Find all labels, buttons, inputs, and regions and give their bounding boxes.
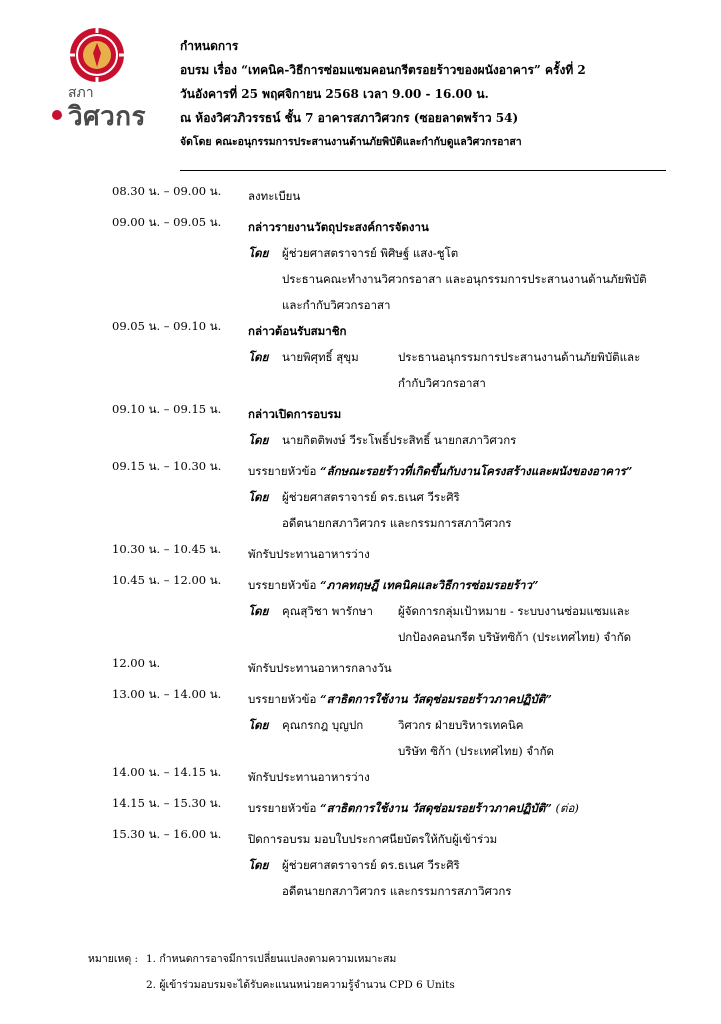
agenda-title: ลงทะเบียน — [248, 189, 301, 203]
header-course: อบรม เรื่อง “เทคนิค-วิธีการซ่อมแซมคอนกรีตรอยร้าวของผนังอาคาร” ครั้งที่ 2 — [180, 63, 586, 77]
council-logo — [50, 26, 160, 136]
speaker-name: นายกิตติพงษ์ วีระโพธิ์ประสิทธิ์ นายกสภาวิศวกร — [282, 433, 517, 447]
by-label: โดย — [248, 490, 269, 504]
header-date: วันอังคารที่ 25 พฤศจิกายน 2568 เวลา 9.00 - 16.00 น. — [180, 87, 489, 101]
speaker-name: ผู้ช่วยศาสตราจารย์ ดร.ธเนศ วีระศิริ — [282, 858, 460, 872]
topic-suffix: (ต่อ) — [551, 801, 579, 815]
agenda-item — [112, 686, 692, 764]
topic-title: “ภาคทฤษฎี เทคนิคและวิธีการซ่อมรอยร้าว” — [320, 578, 539, 592]
speaker-name: คุณสุวิชา พารักษา — [282, 604, 373, 618]
speaker-role: ปกป้องคอนกรีต บริษัทซิก้า (ประเทศไทย) จำกัด — [398, 630, 632, 644]
speaker-role: ผู้จัดการกลุ่มเป้าหมาย - ระบบงานซ่อมแซมและ — [398, 604, 630, 618]
topic-prefix: บรรยายหัวข้อ — [248, 578, 321, 592]
note-item: 1. กำหนดการอาจมีการเปลี่ยนแปลงตามความเหมาะสม — [146, 953, 397, 965]
speaker-name: นายพิศุทธิ์ สุขุม — [282, 350, 359, 364]
agenda-time: 09.15 น. – 10.30 น. — [112, 459, 222, 473]
by-label: โดย — [248, 604, 269, 618]
agenda-time: 08.30 น. – 09.00 น. — [112, 184, 222, 198]
header-venue: ณ ห้องวิศวภิวรรธน์ ชั้น 7 อาคารสภาวิศวกร (ซอยลาดพร้าว 54) — [180, 111, 519, 125]
logo-text-top: สภา — [68, 85, 94, 101]
speaker-role: อดีตนายกสภาวิศวกร และกรรมการสภาวิศวกร — [282, 884, 512, 898]
topic-title: “ลักษณะรอยร้าวที่เกิดขึ้นกับงานโครงสร้างและผนังของอาคาร” — [320, 464, 633, 478]
agenda — [112, 183, 692, 904]
council-seal-icon — [68, 26, 126, 84]
speaker-role: และกำกับวิศวกรอาสา — [282, 298, 391, 312]
speaker-role: ประธานอนุกรรมการประสานงานด้านภัยพิบัติและ — [398, 350, 641, 364]
speaker-role: บริษัท ซิก้า (ประเทศไทย) จำกัด — [398, 744, 554, 758]
agenda-title: กล่าวรายงานวัตถุประสงค์การจัดงาน — [248, 220, 429, 234]
topic-title: “สาธิตการใช้งาน วัสดุซ่อมรอยร้าวภาคปฏิบัติ” — [320, 801, 552, 815]
agenda-item — [112, 401, 692, 453]
speaker-name: คุณกรกฎ บุญปก — [282, 718, 364, 732]
logo-dot — [52, 110, 62, 120]
agenda-item — [112, 183, 692, 209]
agenda-time: 09.10 น. – 09.15 น. — [112, 402, 222, 416]
by-label: โดย — [248, 718, 269, 732]
agenda-time: 13.00 น. – 14.00 น. — [112, 687, 222, 701]
by-label: โดย — [248, 433, 269, 447]
agenda-item — [112, 214, 692, 318]
agenda-time: 12.00 น. — [112, 656, 161, 670]
agenda-item — [112, 764, 692, 790]
topic-prefix: บรรยายหัวข้อ — [248, 801, 321, 815]
agenda-time: 09.05 น. – 09.10 น. — [112, 319, 222, 333]
topic-prefix: บรรยายหัวข้อ — [248, 692, 321, 706]
agenda-item — [112, 655, 692, 681]
by-label: โดย — [248, 858, 269, 872]
agenda-item — [112, 458, 692, 536]
agenda-time: 14.00 น. – 14.15 น. — [112, 765, 222, 779]
notes — [88, 946, 455, 998]
speaker-name: ผู้ช่วยศาสตราจารย์ ดร.ธเนศ วีระศิริ — [282, 490, 460, 504]
header — [180, 34, 710, 154]
agenda-time: 10.45 น. – 12.00 น. — [112, 573, 222, 587]
topic-prefix: บรรยายหัวข้อ — [248, 464, 321, 478]
header-divider — [180, 170, 666, 171]
speaker-role: ประธานคณะทำงานวิศวกรอาสา และอนุกรรมการประสานงานด้านภัยพิบัติ — [282, 272, 647, 286]
agenda-time: 09.00 น. – 09.05 น. — [112, 215, 222, 229]
by-label: โดย — [248, 246, 269, 260]
notes-label: หมายเหตุ : — [88, 953, 139, 965]
agenda-title: พักรับประทานอาหารว่าง — [248, 770, 370, 784]
agenda-title: กล่าวเปิดการอบรม — [248, 407, 342, 421]
agenda-item — [112, 795, 692, 821]
speaker-role: วิศวกร ฝ่ายบริหารเทคนิค — [398, 718, 524, 732]
agenda-title: พักรับประทานอาหารกลางวัน — [248, 661, 392, 675]
agenda-item — [112, 572, 692, 650]
topic-title: “สาธิตการใช้งาน วัสดุซ่อมรอยร้าวภาคปฏิบัติ” — [320, 692, 552, 706]
agenda-time: 15.30 น. – 16.00 น. — [112, 827, 222, 841]
agenda-time: 10.30 น. – 10.45 น. — [112, 542, 222, 556]
agenda-title: ปิดการอบรม มอบใบประกาศนียบัตรให้กับผู้เข้าร่วม — [248, 832, 498, 846]
agenda-title: กล่าวต้อนรับสมาชิก — [248, 324, 347, 338]
header-organizer: จัดโดย คณะอนุกรรมการประสานงานด้านภัยพิบัติและกำกับดูแลวิศวกรอาสา — [180, 136, 522, 148]
agenda-time: 14.15 น. – 15.30 น. — [112, 796, 222, 810]
speaker-role: อดีตนายกสภาวิศวกร และกรรมการสภาวิศวกร — [282, 516, 512, 530]
speaker-name: ผู้ช่วยศาสตราจารย์ พิศิษฐ์ แสง-ชูโต — [282, 246, 459, 260]
note-item: 2. ผู้เข้าร่วมอบรมจะได้รับคะแนนหน่วยความรู้จำนวน CPD 6 Units — [146, 979, 455, 991]
logo-text-main: วิศวกร — [68, 102, 146, 132]
agenda-item — [112, 826, 692, 904]
by-label: โดย — [248, 350, 269, 364]
agenda-item — [112, 541, 692, 567]
header-title: กำหนดการ — [180, 39, 239, 53]
speaker-role: กำกับวิศวกรอาสา — [398, 376, 486, 390]
agenda-item — [112, 318, 692, 396]
agenda-title: พักรับประทานอาหารว่าง — [248, 547, 370, 561]
